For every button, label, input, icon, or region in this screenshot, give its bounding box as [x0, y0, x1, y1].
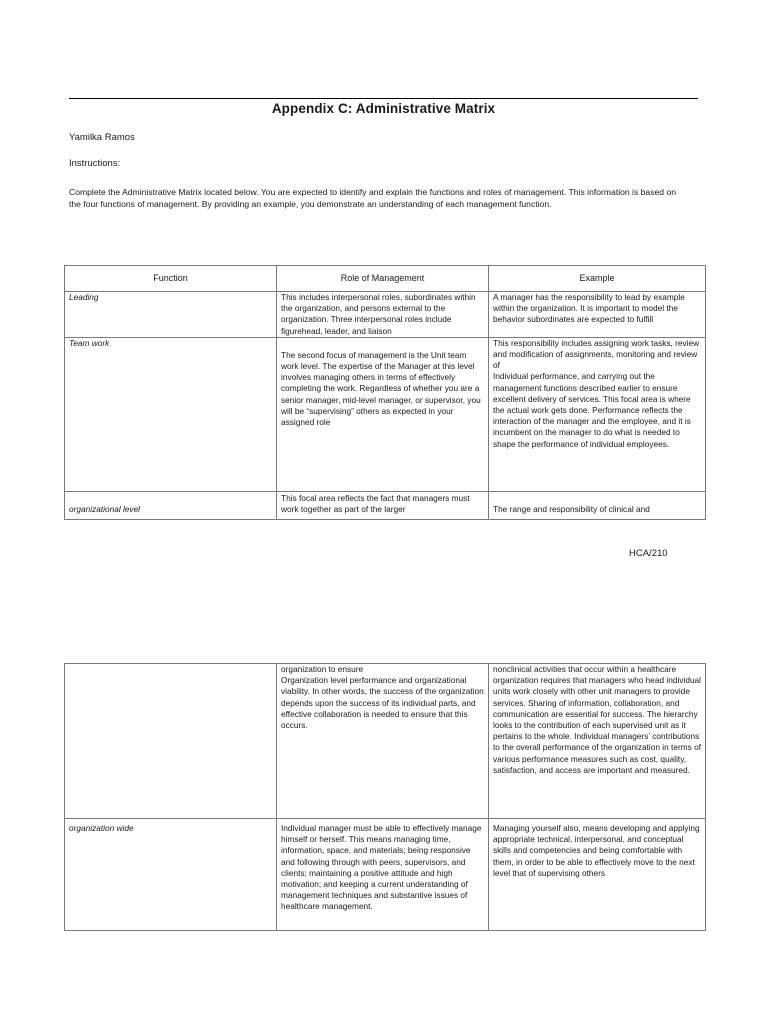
administrative-matrix-table-continued: [64, 663, 706, 931]
role-cell: organization to ensure Organization level performance and organizational viability. In other words, the success of the organization depends upon the success of its individual parts, and effective collaboration is needed to ensure that this occurs.: [277, 664, 489, 819]
page-title: Appendix C: Administrative Matrix: [271, 101, 496, 116]
table-row: [65, 491, 706, 519]
table-row: [65, 292, 706, 338]
function-cell: Leading: [65, 292, 277, 338]
course-code: HCA/210: [629, 548, 668, 559]
role-cell: The second focus of management is the Unit team work level. The expertise of the Manager at this level involves managing others in terms of effectively completing the work. Regardless of whether you are a senior manager, mid-level manager, or supervisor, you will be “supervising” others as expected in your assigned role: [277, 337, 489, 491]
table-row: [65, 337, 706, 491]
header-example: Example: [489, 266, 706, 292]
role-cell: This includes interpersonal roles, subordinates within the organization, and persons external to the organization. Three interpersonal roles include figurehead, leader, and liaison: [277, 292, 489, 338]
table-row: [65, 664, 706, 819]
header-role: Role of Management: [277, 266, 489, 292]
role-cell: This focal area reflects the fact that managers must work together as part of the larger: [277, 491, 489, 519]
function-cell: organizational level: [65, 491, 277, 519]
function-cell: Team work: [65, 337, 277, 491]
header-rule: [69, 98, 698, 99]
function-cell: [65, 664, 277, 819]
instructions-label: Instructions:: [69, 158, 121, 169]
administrative-matrix-table: [64, 265, 706, 520]
example-cell: Managing yourself also, means developing and applying appropriate technical, interpersonal, and conceptual skills and competencies and being comfortable with them, in order to be able to effectively move to the next level that of supervising others: [489, 819, 706, 931]
author-name: Yamilka Ramos: [69, 132, 135, 143]
example-cell: The range and responsibility of clinical and: [489, 491, 706, 519]
instructions-text: Complete the Administrative Matrix located below. You are expected to identify and explain the functions and roles of management. This information is based on the four functions of management. By providing an example, you demonstrate an understanding of each management function.: [69, 187, 677, 209]
function-cell: organization wide: [65, 819, 277, 931]
role-cell: Individual manager must be able to effectively manage himself or herself. This means managing time, information, space, and materials; being responsive and following through with peers, supervisors, and clients; maintaining a positive attitude and high motivation; and keeping a current understanding of management techniques and substantive issues of healthcare management.: [277, 819, 489, 931]
example-cell: This responsibility includes assigning work tasks, review and modification of assignments, monitoring and review of Individual performance, and carrying out the management functions described earlier to ensure excellent delivery of services. This focal area is where the actual work gets done. Performance reflects the interaction of the manager and the employee, and it is incumbent on the manager to do what is needed to shape the performance of individual employees.: [489, 337, 706, 491]
table-header-row: [65, 266, 706, 292]
header-function: Function: [65, 266, 277, 292]
table-row: [65, 819, 706, 931]
example-cell: nonclinical activities that occur within a healthcare organization requires that managers who head individual units work closely with other unit managers to provide services. Sharing of information, collaboration, and communication are essential for success. The hierarchy looks to the contribution of each supervised unit as it pertains to the whole. Individual managers’ contributions to the overall performance of the organization in terms of various performance measures such as cost, quality, satisfaction, and access are important and measured.: [489, 664, 706, 819]
example-cell: A manager has the responsibility to lead by example within the organization. It is important to model the behavior subordinates are expected to fulfill: [489, 292, 706, 338]
